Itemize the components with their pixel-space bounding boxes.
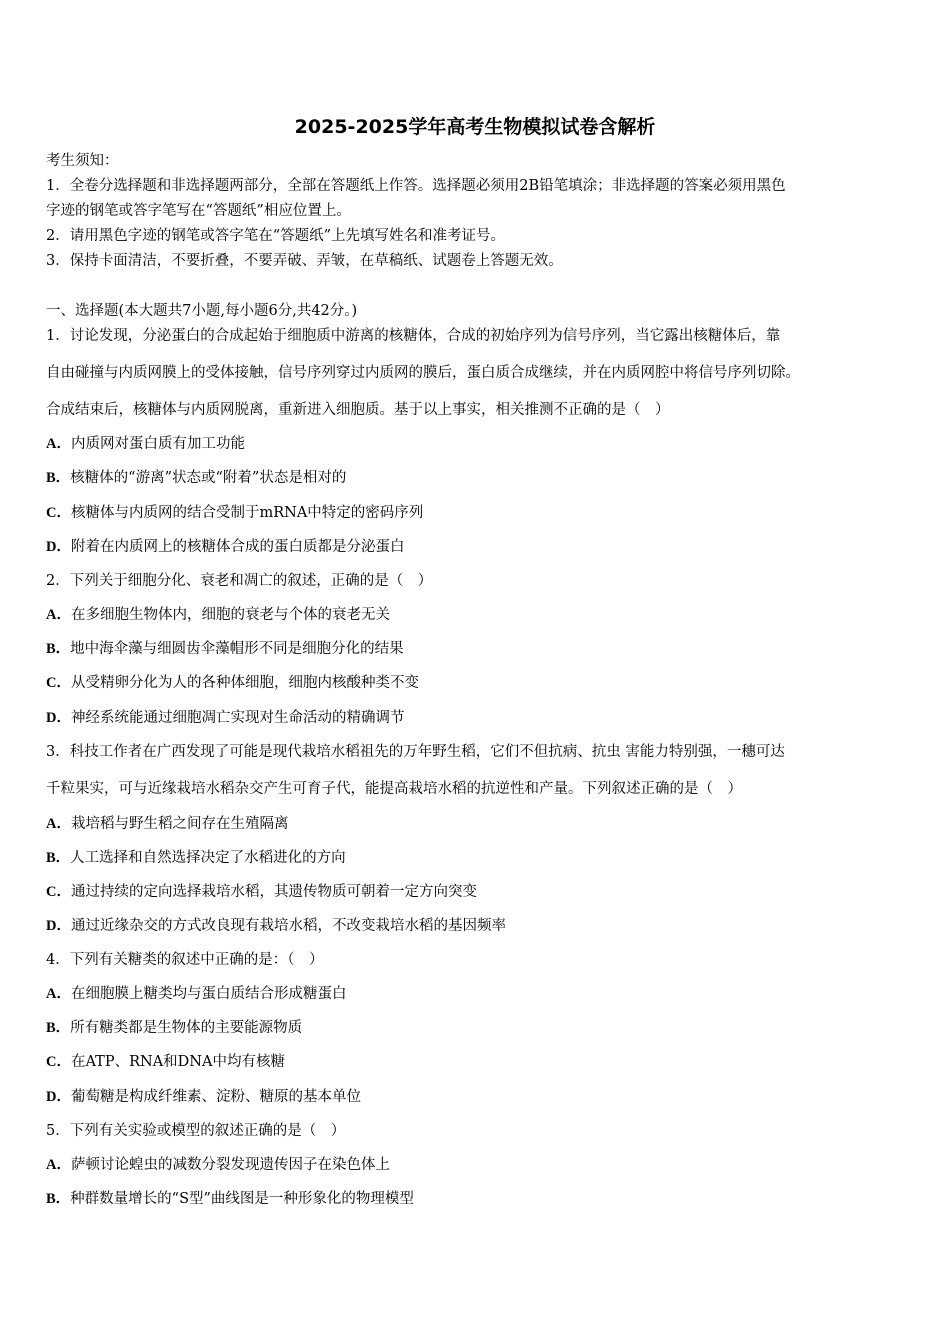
option-text: 在细胞膜上糖类均与蛋白质结合形成糖蛋白 [70,986,347,1002]
option-letter: C． [46,505,71,521]
notice-line: 2．请用黑色字迹的钢笔或答字笔在“答题纸”上先填写姓名和准考证号。 [46,228,506,244]
question-stem: 2．下列关于细胞分化、衰老和凋亡的叙述，正确的是（ ） [46,573,433,589]
option-text: 内质网对蛋白质有加工功能 [70,436,245,452]
option-letter: A． [46,1157,71,1173]
option-text: 通过近缘杂交的方式改良现有栽培水稻，不改变栽培水稻的基因频率 [70,918,506,934]
answer-option [46,985,346,1003]
question-stem: 自由碰撞与内质网膜上的受体接触，信号序列穿过内质网的膜后，蛋白质合成继续，并在内质网腔中将信号序列切除。 [46,365,800,381]
option-letter: C． [46,884,71,900]
option-letter: B． [46,470,71,486]
option-text: 种群数量增长的“S型”曲线图是一种形象化的物理模型 [70,1191,414,1207]
option-letter: D． [46,710,71,726]
option-text: 在ATP、RNA和DNA中均有核糖 [70,1054,285,1070]
option-text: 葡萄糖是构成纤维素、淀粉、糖原的基本单位 [70,1089,361,1105]
question-stem: 千粒果实，可与近缘栽培水稻杂交产生可育子代，能提高栽培水稻的抗逆性和产量。下列叙述正确的是（ ） [46,781,742,797]
option-letter: D． [46,539,71,555]
notice-line: 3．保持卡面清洁，不要折叠，不要弄破、弄皱，在草稿纸、试题卷上答题无效。 [46,253,563,269]
option-text: 地中海伞藻与细圆齿伞藻帽形不同是细胞分化的结果 [70,641,404,657]
option-letter: A． [46,436,71,452]
option-letter: D． [46,918,71,934]
option-text: 从受精卵分化为人的各种体细胞，细胞内核酸种类不变 [70,675,419,691]
answer-option [46,1088,361,1106]
option-letter: B． [46,850,71,866]
option-letter: A． [46,607,71,623]
section-heading: 一、选择题(本大题共7小题,每小题6分,共42分。) [46,303,358,319]
option-letter: B． [46,1191,71,1207]
option-letter: A． [46,986,71,1002]
option-text: 核糖体的“游离”状态或“附着”状态是相对的 [70,470,347,486]
option-text: 核糖体与内质网的结合受制于mRNA中特定的密码序列 [70,505,424,521]
option-text: 在多细胞生物体内，细胞的衰老与个体的衰老无关 [70,607,390,623]
notice-heading: 考生须知： [46,153,119,169]
answer-option [46,1019,302,1037]
option-letter: B． [46,1020,71,1036]
answer-option [46,1156,390,1174]
option-text: 神经系统能通过细胞凋亡实现对生命活动的精确调节 [70,710,405,726]
option-letter: D． [46,1089,71,1105]
answer-option [46,849,346,867]
answer-option [46,883,477,901]
answer-option [46,674,419,692]
notice-line: 1．全卷分选择题和非选择题两部分，全部在答题纸上作答。选择题必须用2B铅笔填涂；非选择题的答案必须用黑色 [46,178,786,194]
option-letter: B． [46,641,71,657]
page-title: 2025-2025学年高考生物模拟试卷含解析 [294,116,656,138]
answer-option [46,815,288,833]
option-text: 所有糖类都是生物体的主要能源物质 [70,1020,303,1036]
answer-option [46,606,390,624]
option-text: 萨顿讨论蝗虫的减数分裂发现遗传因子在染色体上 [70,1157,390,1173]
option-text: 栽培稻与野生稻之间存在生殖隔离 [70,816,289,832]
answer-option [46,435,245,453]
answer-option [46,504,423,522]
question-stem: 3．科技工作者在广西发现了可能是现代栽培水稻祖先的万年野生稻，它们不但抗病、抗虫 害能力特别强，一穗可达 [46,744,785,760]
answer-option [46,1053,285,1071]
question-stem: 合成结束后，核糖体与内质网脱离，重新进入细胞质。基于以上事实，相关推测不正确的是（ ） [46,402,670,418]
option-letter: C． [46,675,71,691]
answer-option [46,469,346,487]
answer-option [46,1190,414,1208]
answer-option [46,538,404,556]
question-stem: 1．讨论发现，分泌蛋白的合成起始于细胞质中游离的核糖体，合成的初始序列为信号序列，当它露出核糖体后，靠 [46,328,781,344]
option-letter: A． [46,816,71,832]
answer-option [46,917,506,935]
question-stem: 4．下列有关糖类的叙述中正确的是：（ ） [46,952,324,968]
answer-option [46,709,404,727]
answer-option [46,640,404,658]
option-text: 人工选择和自然选择决定了水稻进化的方向 [70,850,346,866]
notice-line: 字迹的钢笔或答字笔写在“答题纸”相应位置上。 [46,203,351,219]
option-text: 通过持续的定向选择栽培水稻，其遗传物质可朝着一定方向突变 [70,884,477,900]
option-letter: C． [46,1054,71,1070]
option-text: 附着在内质网上的核糖体合成的蛋白质都是分泌蛋白 [70,539,405,555]
question-stem: 5．下列有关实验或模型的叙述正确的是（ ） [46,1123,346,1139]
